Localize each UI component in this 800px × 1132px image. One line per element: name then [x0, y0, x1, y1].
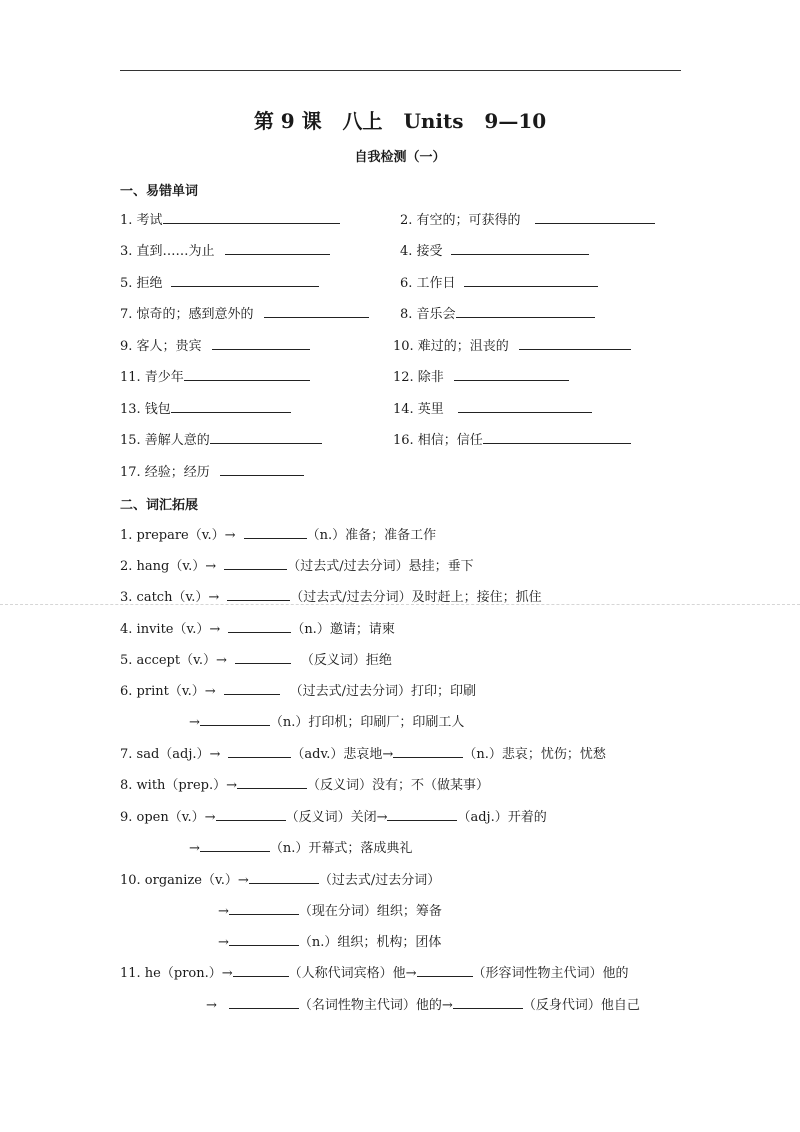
vocab-item-8: 8. 音乐会: [400, 304, 595, 323]
vocab-item-9: 9. 客人；贵宾: [120, 336, 310, 355]
answer-blank[interactable]: [451, 241, 589, 255]
expansion-line-8: 8. with（prep.）→ （反义词）没有；不（做某事）: [120, 775, 489, 794]
expansion-line-9b: → （n.）开幕式；落成典礼: [189, 838, 412, 857]
expansion-line-2: 2. hang（v.）→ （过去式/过去分词）悬挂；垂下: [120, 556, 474, 575]
answer-blank[interactable]: [249, 870, 319, 884]
vocab-item-1: 1. 考试: [120, 210, 340, 229]
answer-blank[interactable]: [225, 241, 330, 255]
vocab-item-5: 5. 拒绝: [120, 273, 319, 292]
answer-blank[interactable]: [264, 304, 369, 318]
vocab-item-15: 15. 善解人意的: [120, 430, 322, 449]
answer-blank[interactable]: [200, 712, 270, 726]
vocab-item-6: 6. 工作日: [400, 273, 598, 292]
expansion-line-10c: → （n.）组织；机构；团体: [218, 932, 441, 951]
answer-blank[interactable]: [224, 681, 280, 695]
expansion-line-4: 4. invite（v.）→ （n.）邀请；请柬: [120, 619, 395, 638]
answer-blank[interactable]: [212, 336, 310, 350]
answer-blank[interactable]: [458, 399, 592, 413]
section-heading-vocab: 一、易错单词: [120, 184, 199, 199]
expansion-line-11b: → （名词性物主代词）他的→ （反身代词）他自己: [206, 995, 640, 1014]
answer-blank[interactable]: [228, 744, 291, 758]
answer-blank[interactable]: [210, 430, 322, 444]
answer-blank[interactable]: [464, 273, 598, 287]
vocab-item-4: 4. 接受: [400, 241, 589, 260]
vocab-item-14: 14. 英里: [393, 399, 592, 418]
answer-blank[interactable]: [229, 995, 299, 1009]
answer-blank[interactable]: [229, 932, 299, 946]
answer-blank[interactable]: [229, 901, 299, 915]
vocab-item-2: 2. 有空的；可获得的: [400, 210, 655, 229]
expansion-line-3: 3. catch（v.）→ （过去式/过去分词）及时赶上；接住；抓住: [120, 587, 542, 606]
vocab-item-13: 13. 钱包: [120, 399, 291, 418]
answer-blank[interactable]: [220, 462, 304, 476]
expansion-line-7: 7. sad（adj.）→ （adv.）悲哀地→ （n.）悲哀；忧伤；忧愁: [120, 744, 606, 763]
answer-blank[interactable]: [163, 210, 340, 224]
page-title: 第 9 课 八上 Units 9—10: [253, 109, 547, 133]
vocab-item-7: 7. 惊奇的；感到意外的: [120, 304, 369, 323]
expansion-line-5: 5. accept（v.）→ （反义词）拒绝: [120, 650, 392, 669]
answer-blank[interactable]: [393, 744, 463, 758]
answer-blank[interactable]: [535, 210, 655, 224]
header-rule: [120, 70, 681, 71]
expansion-line-9: 9. open（v.）→ （反义词）关闭→ （adj.）开着的: [120, 807, 547, 826]
expansion-line-10: 10. organize（v.）→ （过去式/过去分词）: [120, 870, 440, 889]
answer-blank[interactable]: [228, 619, 291, 633]
answer-blank[interactable]: [200, 838, 270, 852]
answer-blank[interactable]: [453, 995, 523, 1009]
expansion-line-6: 6. print（v.）→ （过去式/过去分词）打印；印刷: [120, 681, 476, 700]
vocab-item-16: 16. 相信；信任: [393, 430, 631, 449]
vocab-item-10: 10. 难过的；沮丧的: [393, 336, 631, 355]
vocab-item-3: 3. 直到……为止: [120, 241, 330, 260]
answer-blank[interactable]: [224, 556, 287, 570]
answer-blank[interactable]: [244, 525, 307, 539]
vocab-item-12: 12. 除非: [393, 367, 569, 386]
answer-blank[interactable]: [184, 367, 310, 381]
vocab-item-11: 11. 青少年: [120, 367, 310, 386]
page-subtitle: 自我检测（一）: [354, 150, 446, 165]
answer-blank[interactable]: [235, 650, 291, 664]
expansion-line-11: 11. he（pron.）→ （人称代词宾格）他→ （形容词性物主代词）他的: [120, 963, 629, 982]
answer-blank[interactable]: [227, 587, 290, 601]
expansion-line-6b: → （n.）打印机；印刷厂；印刷工人: [189, 712, 464, 731]
answer-blank[interactable]: [456, 304, 595, 318]
answer-blank[interactable]: [454, 367, 569, 381]
answer-blank[interactable]: [417, 963, 473, 977]
expansion-line-1: 1. prepare（v.）→ （n.）准备；准备工作: [120, 525, 436, 544]
expansion-line-10b: → （现在分词）组织；筹备: [218, 901, 442, 920]
answer-blank[interactable]: [233, 963, 289, 977]
answer-blank[interactable]: [237, 775, 307, 789]
section-heading-expansion: 二、词汇拓展: [120, 498, 199, 513]
answer-blank[interactable]: [387, 807, 457, 821]
answer-blank[interactable]: [171, 273, 319, 287]
answer-blank[interactable]: [216, 807, 286, 821]
vocab-item-17: 17. 经验；经历: [120, 462, 304, 481]
answer-blank[interactable]: [171, 399, 291, 413]
answer-blank[interactable]: [519, 336, 631, 350]
answer-blank[interactable]: [483, 430, 631, 444]
